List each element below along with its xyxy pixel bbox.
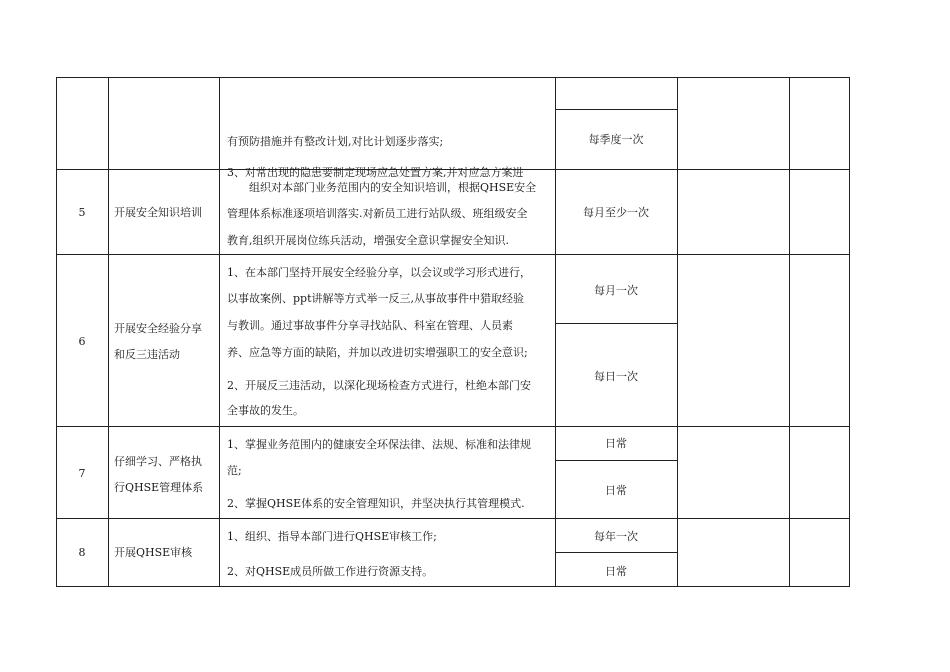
row5-number: 5 [78,206,86,219]
row5-content-line3: 教育,组织开展岗位练兵活动，增强安全意识掌握安全知识. [227,234,509,247]
row8-frequency-1: 每年一次 [594,530,638,543]
row6-frequency-1: 每月一次 [594,284,638,297]
row7-frequency-1: 日常 [605,437,627,450]
row6-content-line6: 全事故的发生。 [227,404,304,417]
row1-frequency: 每季度一次 [588,133,644,146]
row6-item-line2: 和反三违活动 [114,348,180,361]
row7-item-line1: 仔细学习、严格执 [114,455,202,468]
row8-frequency-2: 日常 [605,565,627,578]
row5-content-line1: 组织对本部门业务范围内的安全知识培训，根据QHSE安全 [249,181,537,194]
row5-overflow-line: 3、对常出现的隐患要制定现场应急处置方案,并对应急方案进 [227,166,524,179]
row7-content-line3: 2、掌握QHSE体系的安全管理知识，并坚决执行其管理模式. [227,497,525,510]
row7-content-line1: 1、掌握业务范围内的健康安全环保法律、法规、标准和法律规 [227,438,531,451]
row6-content-line3: 与教训。通过事故事件分享寻找站队、科室在管理、人员素 [227,319,513,332]
row6-content-line5: 2、开展反三违活动，以深化现场检查方式进行，杜绝本部门安 [227,379,531,392]
row6-number: 6 [78,335,86,348]
row6-frequency-2: 每日一次 [594,370,638,383]
row1-content-line1: 有预防措施并有整改计划,对比计划逐步落实; [227,135,444,148]
row8-item: 开展QHSE审核 [114,546,193,559]
row6-content-line1: 1、在本部门坚持开展安全经验分享，以会议或学习形式进行， [227,266,531,279]
row8-content-line1: 1、组织、指导本部门进行QHSE审核工作; [227,530,437,543]
row7-content-line2: 范; [227,464,242,477]
row6-content-line4: 养、应急等方面的缺陷，并加以改进切实增强职工的安全意识; [227,346,528,359]
row5-frequency: 每月至少一次 [583,206,649,219]
row5-item: 开展安全知识培训 [114,206,202,219]
row7-item-line2: 行QHSE管理体系 [114,481,204,494]
row7-frequency-2: 日常 [605,484,627,497]
row8-content-line2: 2、对QHSE成员所做工作进行资源支持。 [227,565,434,578]
row6-content-line2: 以事故案例、ppt讲解等方式举一反三,从事故事件中猎取经验 [227,292,524,305]
row8-number: 8 [78,546,86,559]
row7-number: 7 [78,467,86,480]
row6-item-line1: 开展安全经验分享 [114,322,202,335]
row5-content-line2: 管理体系标准逐项培训落实.对新员工进行站队级、班组级安全 [227,207,528,220]
